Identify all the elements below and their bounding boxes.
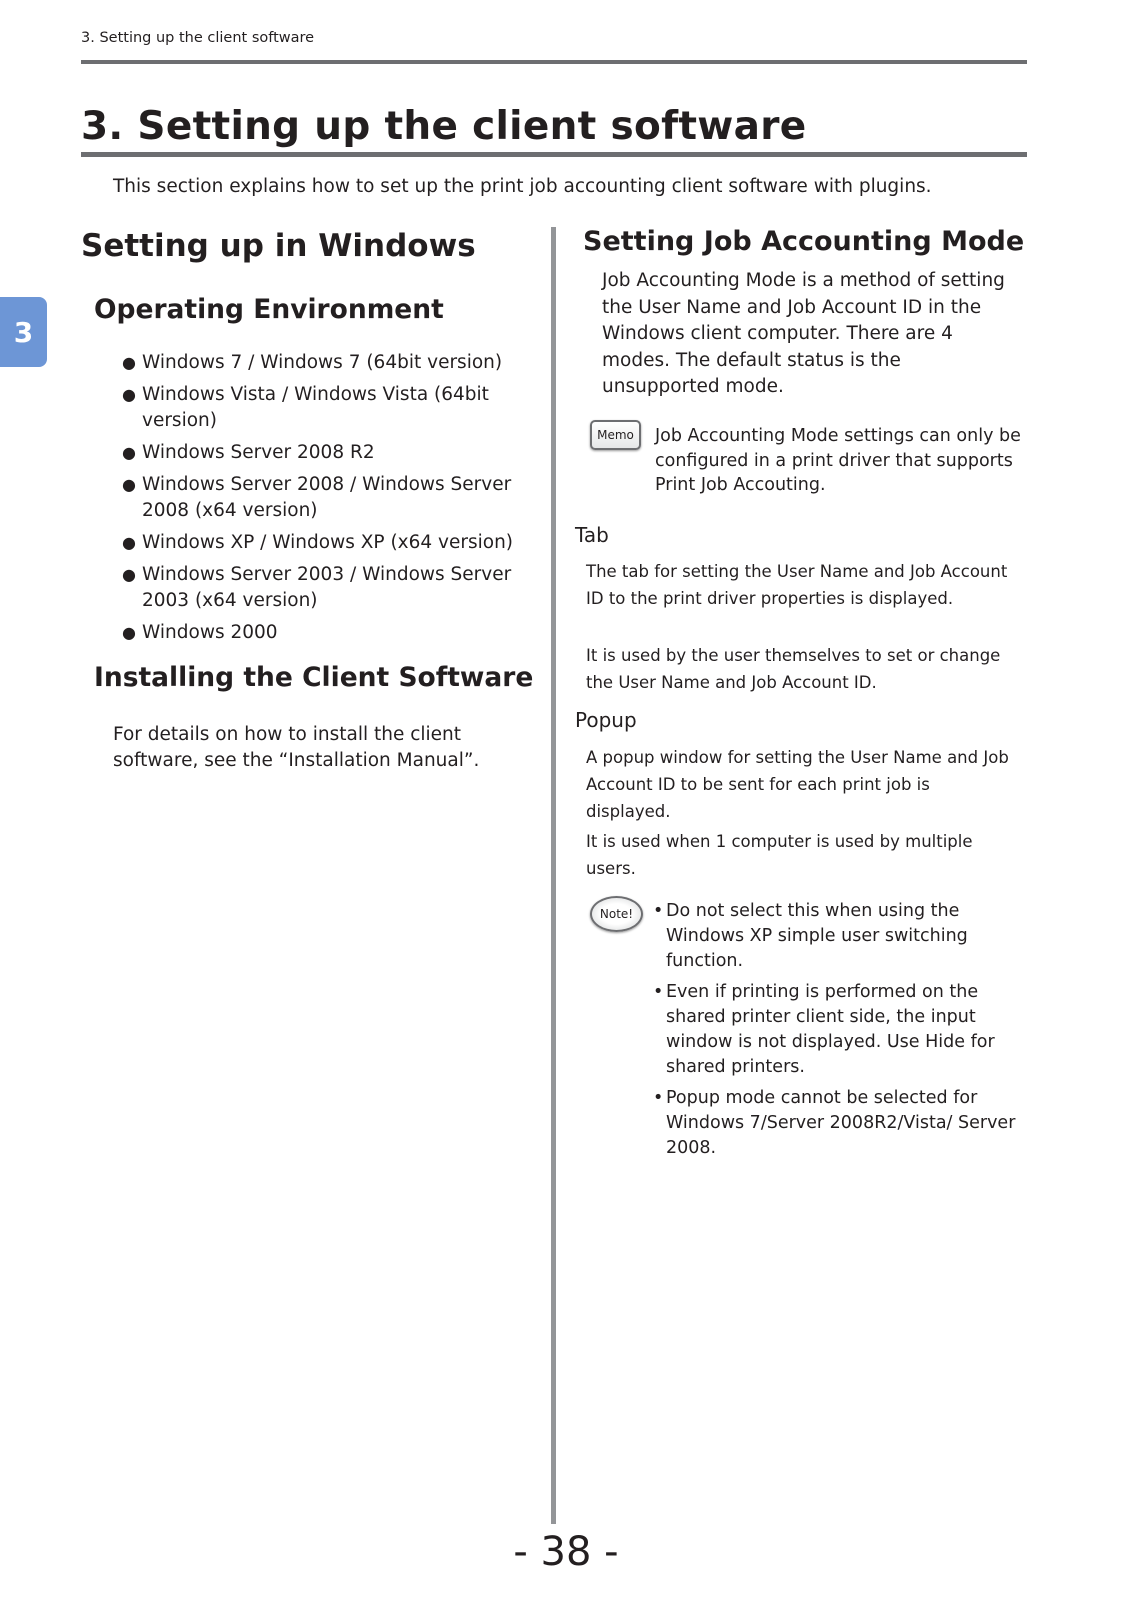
note-item-text: Even if printing is performed on the shared printer client side, the input window is not displayed. Use Hide for shared printers.	[666, 982, 995, 1077]
bullet-icon: ●	[122, 475, 136, 494]
bullet-icon: ●	[122, 565, 136, 584]
bullet-icon: ●	[122, 353, 136, 372]
bullet-icon: •	[653, 1088, 664, 1108]
section-heading-windows: Setting up in Windows	[81, 228, 476, 264]
operating-environment-list	[122, 350, 542, 652]
note-label: Note!	[599, 907, 634, 921]
popup-paragraph-1: A popup window for setting the User Name and Job Account ID to be sent for each print job is displayed.	[586, 748, 1009, 821]
list-item-text: Windows Server 2003 / Windows Server 2003 (x64 version)	[142, 564, 512, 611]
intro-paragraph: This section explains how to set up the print job accounting client software with plugins.	[113, 176, 932, 197]
bullet-icon: ●	[122, 623, 136, 642]
bullet-icon: ●	[122, 385, 136, 404]
popup-heading: Popup	[575, 708, 637, 732]
bullet-icon: •	[653, 982, 664, 1002]
bullet-icon: •	[653, 901, 664, 921]
list-item	[122, 530, 542, 556]
bullet-icon: ●	[122, 533, 136, 552]
memo-text: Job Accounting Mode settings can only be configured in a print driver that supports Print Job Accouting.	[655, 426, 1021, 495]
note-item-text: Do not select this when using the Windows XP simple user switching function.	[666, 901, 968, 971]
chapter-tab	[0, 297, 47, 367]
list-item-text: Windows XP / Windows XP (x64 version)	[142, 532, 514, 553]
column-divider	[551, 227, 556, 1524]
tab-paragraph-2: It is used by the user themselves to set or change the User Name and Job Account ID.	[586, 646, 1001, 692]
running-header: 3. Setting up the client software	[81, 30, 315, 46]
list-item-text: Windows Vista / Windows Vista (64bit version)	[142, 384, 489, 431]
memo-icon	[590, 420, 641, 450]
note-item	[653, 899, 1023, 974]
title-rule	[81, 152, 1027, 157]
note-item	[653, 1086, 1023, 1161]
install-paragraph: For details on how to install the client software, see the “Installation Manual”.	[113, 724, 480, 771]
bullet-icon: ●	[122, 443, 136, 462]
list-item	[122, 382, 542, 434]
page-title: 3. Setting up the client software	[81, 104, 807, 149]
mode-paragraph: Job Accounting Mode is a method of setting the User Name and Job Account ID in the Windows client computer. There are 4 modes. The default status is the unsupported mode.	[602, 270, 1005, 397]
header-rule	[81, 60, 1027, 64]
list-item-text: Windows 2000	[142, 622, 278, 643]
operating-environment-heading: Operating Environment	[94, 294, 444, 325]
tab-paragraph-1: The tab for setting the User Name and Job Account ID to the print driver properties is displayed.	[586, 562, 1008, 608]
list-item	[122, 350, 542, 376]
installing-client-software-heading: Installing the Client Software	[94, 662, 534, 693]
note-item	[653, 980, 1023, 1080]
list-item	[122, 440, 542, 466]
list-item-text: Windows 7 / Windows 7 (64bit version)	[142, 352, 503, 373]
note-icon	[590, 896, 643, 932]
list-item-text: Windows Server 2008 R2	[142, 442, 375, 463]
list-item	[122, 562, 542, 614]
tab-heading: Tab	[575, 523, 609, 547]
popup-paragraph-2: It is used when 1 computer is used by multiple users.	[586, 832, 973, 878]
note-item-text: Popup mode cannot be selected for Windows 7/Server 2008R2/Vista/ Server 2008.	[666, 1088, 1016, 1158]
note-list	[653, 899, 1023, 1167]
chapter-number: 3	[13, 315, 34, 349]
section-heading-job-accounting-mode: Setting Job Accounting Mode	[583, 226, 1025, 257]
memo-label: Memo	[597, 428, 634, 442]
list-item	[122, 620, 542, 646]
page-number: - 38 -	[513, 1529, 619, 1575]
list-item	[122, 472, 542, 524]
list-item-text: Windows Server 2008 / Windows Server 2008 (x64 version)	[142, 474, 512, 521]
